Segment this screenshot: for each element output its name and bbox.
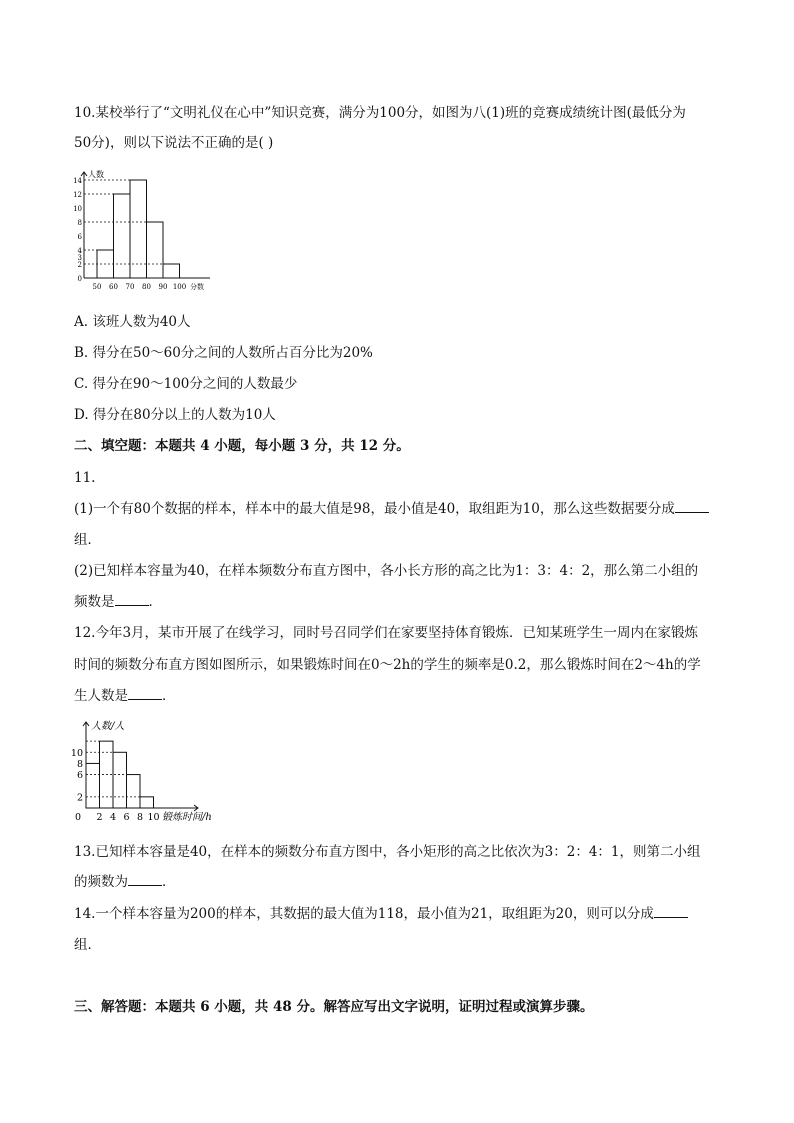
- x-tick-label: 100: [172, 283, 187, 291]
- q12-line3-pre: 生人数是: [74, 688, 128, 704]
- q13-line1: 13.已知样本容量是40，在样本的频数分布直方图中，各小矩形的高之比依次为3：2：4：1，则第二小组: [74, 844, 701, 860]
- y-tick-label: 10: [70, 747, 83, 759]
- y-tick-label: 12: [73, 191, 82, 199]
- q11-part2-line2: [74, 593, 162, 611]
- y-tick-label: 0: [77, 275, 82, 283]
- x-tick-label: 8: [136, 812, 144, 823]
- q14-line1: [74, 905, 688, 923]
- bar: [140, 797, 154, 808]
- y-tick-label: 6: [76, 770, 83, 782]
- q11-part1-blank: [675, 500, 709, 513]
- q10-option-b: B. 得分在50～60分之间的人数所占百分比为20%: [74, 345, 373, 361]
- x-tick-label: 90: [158, 283, 168, 291]
- q13-line2-pre: 的频数为: [74, 874, 128, 890]
- section3-header: 三、解答题：本题共 6 小题，共 48 分。解答应写出文字说明，证明过程或演算步骤。: [74, 999, 594, 1015]
- y-axis-label: 人数/人: [91, 721, 125, 732]
- y-axis-label: 人数: [88, 170, 104, 179]
- x-tick-label: 0: [74, 812, 82, 823]
- q11-part2-blank: [115, 593, 149, 606]
- x-tick-label: 2: [96, 812, 103, 823]
- y-tick-label: 2: [76, 792, 83, 804]
- q13-blank: [128, 873, 162, 886]
- y-tick-label: 8: [76, 758, 83, 770]
- y-tick-label: 10: [73, 205, 82, 213]
- q13-line2: [74, 873, 176, 891]
- bar: [130, 180, 147, 278]
- q11-part2-post: ．: [148, 594, 162, 610]
- bar: [147, 222, 164, 278]
- q14-blank: [654, 905, 688, 918]
- q11-part2-line1: (2)已知样本容量为40，在样本频数分布直方图中，各小长方形的高之比为1：3：4：2，那么第二小组的: [74, 563, 699, 579]
- x-tick-label: 10: [147, 812, 160, 823]
- y-tick-label: 4: [77, 247, 82, 255]
- q12-line2: 时间的频数分布直方图如图所示，如果锻炼时间在0～2h的学生的频率是0.2，那么锻炼时间在2～4h的学: [74, 657, 701, 673]
- x-tick-label: 80: [142, 283, 151, 291]
- y-tick-label: 2: [77, 261, 82, 269]
- bar: [127, 775, 141, 808]
- q11-part1-line1: [74, 500, 709, 518]
- x-axis-label: 分数: [190, 283, 204, 291]
- q14-line2: 组．: [74, 937, 101, 953]
- bar: [114, 194, 131, 278]
- bar: [163, 264, 180, 278]
- q13-line2-post: ．: [162, 874, 176, 890]
- x-tick-label: 70: [125, 283, 135, 291]
- y-tick-label: 8: [77, 219, 82, 227]
- q12-line1: 12.今年3月，某市开展了在线学习，同时号召同学们在家要坚持体育锻炼．已知某班学生一周内在家锻炼: [74, 625, 699, 641]
- q10-option-d: D. 得分在80分以上的人数为10人: [74, 407, 276, 423]
- q14-line1-text: 14.一个样本容量为200的样本，其数据的最大值为118，最小值为21，取组距为20，则可以分成: [74, 906, 654, 922]
- x-tick-label: 50: [92, 283, 102, 291]
- q10-option-c: C. 得分在90～100分之间的人数最少: [74, 376, 298, 392]
- q11-number: 11.: [74, 470, 96, 486]
- x-axis-label: 锻炼时间/h: [162, 812, 212, 823]
- y-tick-label: 6: [77, 233, 82, 241]
- q12-histogram: [70, 716, 240, 828]
- x-tick-label: 4: [109, 812, 117, 823]
- q12-line3: [74, 687, 176, 705]
- x-tick-label: 60: [109, 283, 118, 291]
- x-tick-label: 6: [123, 812, 130, 823]
- q10-stem-line2: 50分)，则以下说法不正确的是( ): [74, 135, 274, 151]
- y-tick-label: 3: [77, 254, 82, 262]
- bar: [113, 752, 127, 808]
- q11-part1-line2: 组．: [74, 532, 101, 548]
- q10-histogram: [70, 166, 220, 296]
- q10-option-a: A. 该班人数为40人: [74, 314, 191, 330]
- q11-part1-text: (1)一个有80个数据的样本，样本中的最大值是98，最小值是40，取组距为10，那么这些数据要分成: [74, 501, 675, 517]
- q11-part2-pre: 频数是: [74, 594, 115, 610]
- y-tick-label: 14: [73, 177, 82, 185]
- q12-line3-post: ．: [162, 688, 176, 704]
- section2-header: 二、填空题：本题共 4 小题，每小题 3 分，共 12 分。: [74, 438, 410, 454]
- bar: [86, 763, 100, 808]
- q12-blank: [128, 687, 162, 700]
- q10-stem-line1: 10.某校举行了“文明礼仪在心中”知识竞赛，满分为100分，如图为八(1)班的竞赛成绩统计图(最低分为: [74, 105, 686, 121]
